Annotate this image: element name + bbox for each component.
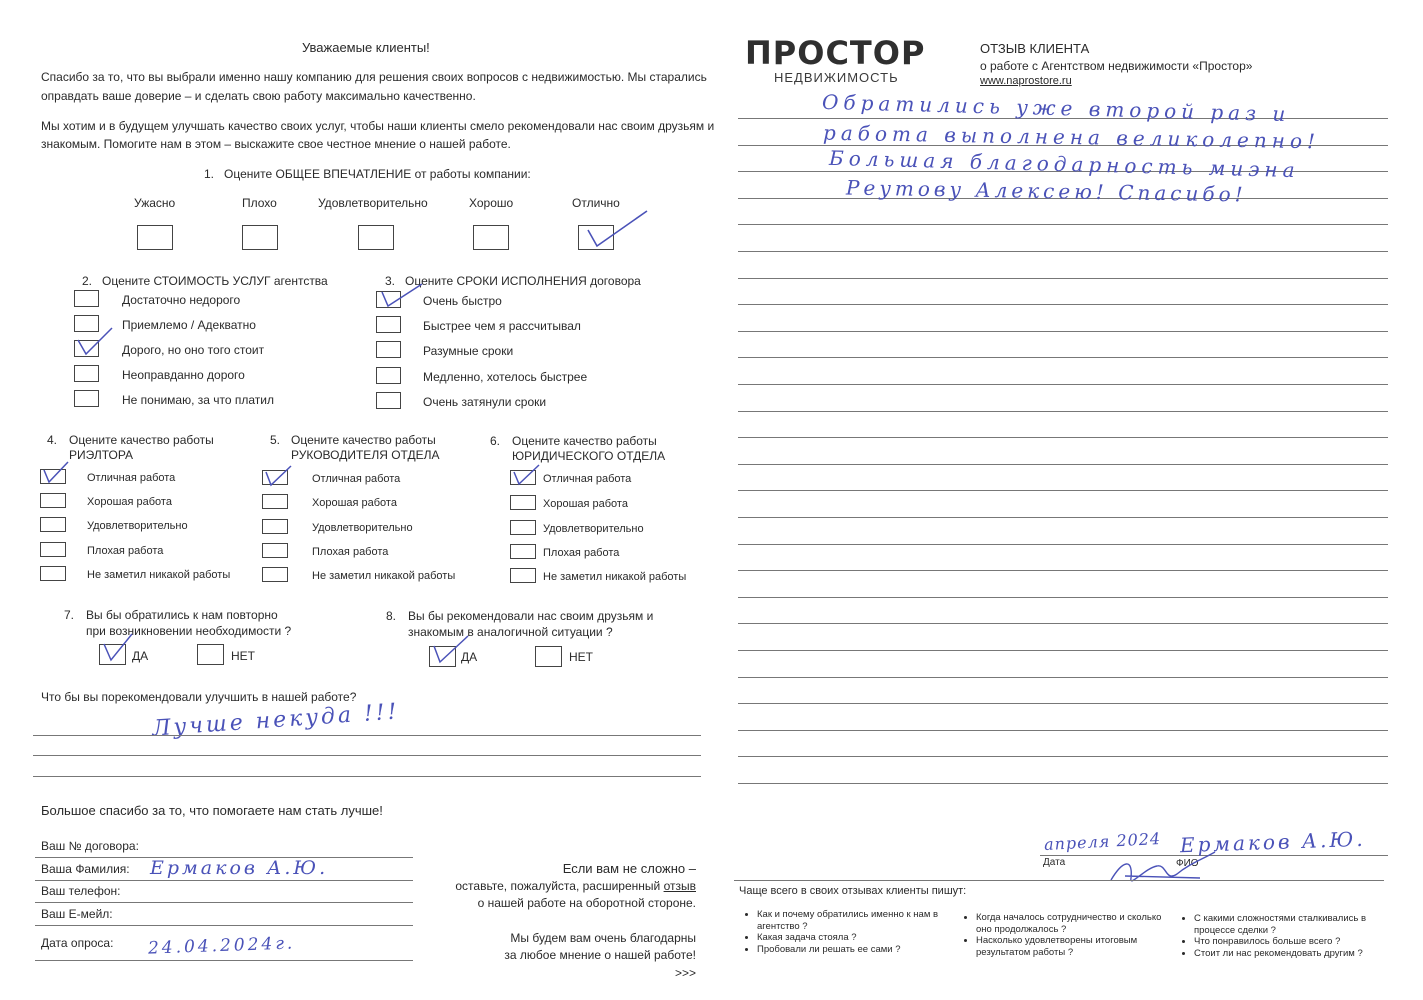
q1-option-label: Ужасно xyxy=(134,196,176,210)
q4-option-label: Плохая работа xyxy=(87,545,164,557)
q5-title: Оцените качество работы xyxy=(291,433,436,447)
q5-number: 5. xyxy=(270,433,281,447)
q7-no-checkbox[interactable] xyxy=(197,644,224,665)
intro-line-3: Мы хотим и в будущем улучшать качество своих услуг, чтобы наши клиенты смело рекомендовали нас своим друзьям и xyxy=(41,119,715,133)
checkmark-icon xyxy=(264,463,294,489)
hint-item: • Стоит ли нас рекомендовать другим ? xyxy=(1194,948,1370,960)
q3-option-label: Очень затянули сроки xyxy=(423,395,547,409)
q7-yes-label: ДА xyxy=(132,649,149,663)
q2-checkbox[interactable] xyxy=(74,290,99,307)
q5-option-label: Отличная работа xyxy=(312,473,401,485)
q5-checkbox[interactable] xyxy=(262,494,288,509)
date-label: Дата опроса: xyxy=(41,936,114,950)
contract-label: Ваш № договора: xyxy=(41,839,139,853)
q3-number: 3. xyxy=(385,274,396,288)
q8-title: Вы бы рекомендовали нас своим друзьям и xyxy=(408,609,654,623)
q1-title-caps: ОБЩЕЕ ВПЕЧАТЛЕНИЕ xyxy=(275,167,412,181)
q4-checkbox[interactable] xyxy=(40,542,66,557)
q1-option-label: Отлично xyxy=(572,196,620,210)
hint-item: • Что понравилось больше всего ? xyxy=(1194,936,1370,948)
q3-checkbox[interactable] xyxy=(376,367,401,384)
review-ruled-line xyxy=(738,544,1388,545)
note-line-1: Если вам не сложно – xyxy=(562,861,696,876)
q2-number: 2. xyxy=(82,274,93,288)
q2-option-label: Не понимаю, за что платил xyxy=(122,393,275,407)
review-text-line: Реутову Алексею! Спасибо! xyxy=(845,175,1247,207)
review-fio-label: ФИО xyxy=(1176,858,1199,869)
review-fio-field[interactable]: Ермаков А.Ю. xyxy=(1179,826,1366,858)
checkmark-icon xyxy=(76,326,116,358)
review-ruled-line xyxy=(738,411,1388,412)
review-ruled-line xyxy=(738,224,1388,225)
q8-no-label: НЕТ xyxy=(569,650,593,664)
email-field[interactable] xyxy=(35,925,413,926)
thanks-text: Большое спасибо за то, что помогаете нам стать лучше! xyxy=(41,803,383,818)
q2-option-label: Приемлемо / Адекватно xyxy=(122,318,256,332)
phone-label: Ваш телефон: xyxy=(41,884,121,898)
header-url[interactable]: www.naprostore.ru xyxy=(980,75,1072,87)
email-label: Ваш Е-мейл: xyxy=(41,907,113,921)
review-link[interactable]: отзыв xyxy=(663,879,696,893)
hints-title: Чаще всего в своих отзывах клиенты пишут: xyxy=(739,885,967,897)
surname-field[interactable]: Ермаков А.Ю. xyxy=(150,857,329,879)
date-field[interactable]: 24.04.2024г. xyxy=(147,933,296,959)
answer-line xyxy=(33,776,701,777)
q6-option-label: Не заметил никакой работы xyxy=(543,571,687,583)
q2-title xyxy=(82,274,328,288)
q2-option-label: Неоправданно дорого xyxy=(122,368,245,382)
q2-title-caps: СТОИМОСТЬ УСЛУГ xyxy=(153,274,271,288)
checkmark-icon xyxy=(585,208,655,253)
q8-no-checkbox[interactable] xyxy=(535,646,562,667)
hint-item: • Пробовали ли решать ее сами ? xyxy=(757,944,943,956)
q6-title: Оцените качество работы xyxy=(512,434,657,448)
review-ruled-line xyxy=(738,357,1388,358)
date-line xyxy=(35,960,413,961)
note-line-3: о нашей работе на оборотной стороне. xyxy=(477,896,696,910)
review-ruled-line xyxy=(738,490,1388,491)
checkmark-icon xyxy=(432,634,472,666)
review-ruled-line xyxy=(738,251,1388,252)
q7-number: 7. xyxy=(64,608,75,622)
note-line-2-text: оставьте, пожалуйста, расширенный xyxy=(455,879,664,893)
q5-checkbox[interactable] xyxy=(262,519,288,534)
answer-line xyxy=(33,735,701,736)
review-ruled-line xyxy=(738,756,1388,757)
q1-number: 1. xyxy=(204,167,215,181)
q6-checkbox[interactable] xyxy=(510,568,536,583)
q4-checkbox[interactable] xyxy=(40,517,66,532)
q1-checkbox[interactable] xyxy=(358,225,394,250)
q4-checkbox[interactable] xyxy=(40,493,66,508)
q1-option-label: Удовлетворительно xyxy=(318,196,428,210)
q3-checkbox[interactable] xyxy=(376,316,401,333)
q3-option-label: Очень быстро xyxy=(423,294,502,308)
review-ruled-line xyxy=(738,304,1388,305)
review-ruled-line xyxy=(738,570,1388,571)
q6-checkbox[interactable] xyxy=(510,544,536,559)
q3-option-label: Разумные сроки xyxy=(423,344,514,358)
q8-number: 8. xyxy=(386,609,397,623)
note-arrows: >>> xyxy=(674,966,696,980)
q1-title-pre: Оцените xyxy=(224,167,276,181)
answer-line xyxy=(33,755,701,756)
q4-option-label: Отличная работа xyxy=(87,472,176,484)
hint-item: • Какая задача стояла ? xyxy=(757,932,943,944)
checkmark-icon xyxy=(512,462,542,488)
review-text-line: Большая благодарность миэна xyxy=(828,145,1300,183)
review-ruled-line xyxy=(738,437,1388,438)
q5-checkbox[interactable] xyxy=(262,567,288,582)
q7-title-2: при возникновении необходимости ? xyxy=(86,624,292,638)
review-ruled-line xyxy=(738,597,1388,598)
q3-option-label: Медленно, хотелось быстрее xyxy=(423,370,588,384)
review-ruled-line xyxy=(738,650,1388,651)
review-ruled-line xyxy=(738,783,1388,784)
q1-title-post: от работы компании: xyxy=(411,167,531,181)
q1-checkbox[interactable] xyxy=(137,225,173,250)
review-ruled-line xyxy=(738,623,1388,624)
q4-number: 4. xyxy=(47,433,58,447)
q2-option-label: Достаточно недорого xyxy=(122,293,241,307)
q7-no-label: НЕТ xyxy=(231,649,255,663)
q4-option-label: Не заметил никакой работы xyxy=(87,569,231,581)
intro-line-1: Спасибо за то, что вы выбрали именно нашу компанию для решения своих вопросов с недвижимостью. Мы старались xyxy=(41,70,707,84)
q6-option-label: Хорошая работа xyxy=(543,498,628,510)
note-line-5: за любое мнение о нашей работе! xyxy=(504,948,696,962)
q1-option-label: Плохо xyxy=(242,196,277,210)
review-ruled-line xyxy=(738,278,1388,279)
hint-item: • С какими сложностями сталкивались в процессе сделки ? xyxy=(1194,913,1370,936)
q6-title-caps: ЮРИДИЧЕСКОГО ОТДЕЛА xyxy=(512,449,666,463)
header-subtitle: о работе с Агентством недвижимости «Простор» xyxy=(980,59,1253,73)
q1-title xyxy=(204,167,531,181)
checkmark-icon xyxy=(42,460,72,486)
logo-main: ПРОСТОР xyxy=(745,34,926,72)
q8-yes-label: ДА xyxy=(461,650,478,664)
improve-question: Что бы вы порекомендовали улучшить в нашей работе? xyxy=(41,690,357,704)
checkmark-icon xyxy=(380,280,425,310)
q2-title-post: агентства xyxy=(270,274,328,288)
q6-checkbox[interactable] xyxy=(510,520,536,535)
surname-line xyxy=(35,880,413,881)
review-text-line: работа выполнена великолепно! xyxy=(822,120,1321,154)
hints-column-2 xyxy=(962,912,1162,958)
review-date-label: Дата xyxy=(1043,857,1066,868)
brand-logo xyxy=(745,34,925,72)
q6-option-label: Плохая работа xyxy=(543,547,620,559)
review-ruled-line xyxy=(738,464,1388,465)
q3-title-post: договора xyxy=(586,274,641,288)
q5-option-label: Хорошая работа xyxy=(312,497,397,509)
q4-checkbox[interactable] xyxy=(40,566,66,581)
phone-field[interactable] xyxy=(35,902,413,903)
review-date-field[interactable]: апреля 2024 xyxy=(1043,828,1162,855)
q1-checkbox[interactable] xyxy=(242,225,278,250)
q3-title-pre: Оцените xyxy=(405,274,457,288)
review-ruled-line xyxy=(738,517,1388,518)
q3-checkbox[interactable] xyxy=(376,341,401,358)
q5-title-caps: РУКОВОДИТЕЛЯ ОТДЕЛА xyxy=(291,448,440,462)
q5-checkbox[interactable] xyxy=(262,543,288,558)
intro-line-4: знакомым. Помогите нам в этом – выскажите свое честное мнение о нашей работе. xyxy=(41,137,511,151)
intro-line-2: оправдать ваше доверие – и сделать свою работу максимально качественно. xyxy=(41,89,476,103)
q4-title: Оцените качество работы xyxy=(69,433,214,447)
greeting: Уважаемые клиенты! xyxy=(302,40,430,55)
hint-item: • Как и почему обратились именно к нам в агентство ? xyxy=(757,909,943,932)
hints-column-1 xyxy=(743,909,943,955)
review-ruled-line xyxy=(738,331,1388,332)
q5-option-label: Плохая работа xyxy=(312,546,389,558)
hints-column-3 xyxy=(1180,913,1370,959)
hint-item: • Насколько удовлетворены итоговым результатом работы ? xyxy=(976,935,1162,958)
q2-title-pre: Оцените xyxy=(102,274,154,288)
q3-option-label: Быстрее чем я рассчитывал xyxy=(423,319,581,333)
review-ruled-line xyxy=(738,730,1388,731)
review-ruled-line xyxy=(738,677,1388,678)
q2-option-label: Дорого, но оно того стоит xyxy=(122,343,265,357)
q5-option-label: Не заметил никакой работы xyxy=(312,570,456,582)
q4-option-label: Хорошая работа xyxy=(87,496,172,508)
q2-checkbox[interactable] xyxy=(74,365,99,382)
q3-checkbox[interactable] xyxy=(376,392,401,409)
q1-checkbox[interactable] xyxy=(473,225,509,250)
q6-number: 6. xyxy=(490,434,501,448)
note-line-2 xyxy=(455,879,696,893)
q7-title: Вы бы обратились к нам повторно xyxy=(86,608,278,622)
checkmark-icon xyxy=(102,632,136,664)
header-title: ОТЗЫВ КЛИЕНТА xyxy=(980,41,1090,56)
signature-icon xyxy=(1105,848,1220,893)
q6-option-label: Отличная работа xyxy=(543,473,632,485)
review-text-line: Обратились уже второй раз и xyxy=(821,89,1291,127)
q3-title-caps: СРОКИ ИСПОЛНЕНИЯ xyxy=(456,274,587,288)
q1-option-label: Хорошо xyxy=(469,196,514,210)
hint-item: • Когда началось сотрудничество и сколько оно продолжалось ? xyxy=(976,912,1162,935)
logo-sub: НЕДВИЖИМОСТЬ xyxy=(774,70,899,85)
note-line-4: Мы будем вам очень благодарны xyxy=(510,931,696,945)
q6-checkbox[interactable] xyxy=(510,495,536,510)
review-ruled-line xyxy=(738,384,1388,385)
hints-divider xyxy=(734,880,1384,881)
q5-option-label: Удовлетворительно xyxy=(312,522,413,534)
q4-title-caps: РИЭЛТОРА xyxy=(69,448,134,462)
q4-option-label: Удовлетворительно xyxy=(87,520,188,532)
q6-option-label: Удовлетворительно xyxy=(543,523,644,535)
review-ruled-line xyxy=(738,703,1388,704)
surname-label: Ваша Фамилия: xyxy=(41,862,130,876)
improve-answer[interactable]: Лучше некуда !!! xyxy=(151,699,401,742)
q8-title-2: знакомым в аналогичной ситуации ? xyxy=(408,625,613,639)
q2-checkbox[interactable] xyxy=(74,390,99,407)
